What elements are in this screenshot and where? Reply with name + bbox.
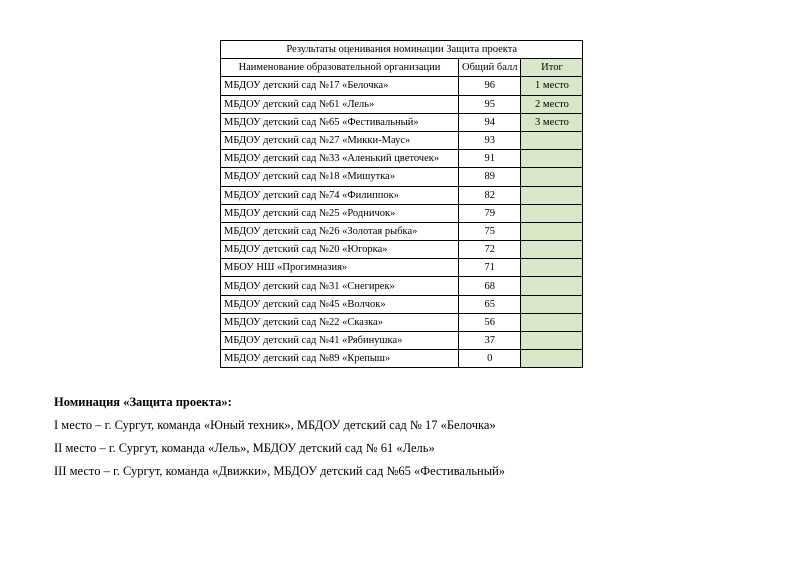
organization-name-cell: МБОУ НШ «Прогимназия» <box>221 259 459 277</box>
score-cell: 71 <box>459 259 521 277</box>
result-cell <box>521 168 583 186</box>
header-result: Итог <box>521 59 583 77</box>
summary-heading: Номинация «Защита проекта»: <box>54 395 232 409</box>
score-cell: 65 <box>459 295 521 313</box>
organization-name-cell: МБДОУ детский сад №74 «Филиппок» <box>221 186 459 204</box>
score-cell: 56 <box>459 313 521 331</box>
table-row <box>221 186 583 204</box>
table-row <box>221 95 583 113</box>
table-row <box>221 313 583 331</box>
organization-name-cell: МБДОУ детский сад №41 «Рябинушка» <box>221 332 459 350</box>
table-body <box>221 77 583 368</box>
summary-line-3: III место – г. Сургут, команда «Движки», МБДОУ детский сад №65 «Фестивальный» <box>54 464 506 478</box>
result-cell <box>521 350 583 368</box>
table-row <box>221 113 583 131</box>
result-cell <box>521 332 583 350</box>
table-row <box>221 277 583 295</box>
table-row <box>221 204 583 222</box>
organization-name-cell: МБДОУ детский сад №31 «Снегирек» <box>221 277 459 295</box>
table-row <box>221 350 583 368</box>
table-row <box>221 295 583 313</box>
organization-name-cell: МБДОУ детский сад №27 «Микки-Маус» <box>221 131 459 149</box>
result-cell: 3 место <box>521 113 583 131</box>
result-cell <box>521 313 583 331</box>
table-title-row <box>221 41 583 59</box>
score-cell: 82 <box>459 186 521 204</box>
organization-name-cell: МБДОУ детский сад №45 «Волчок» <box>221 295 459 313</box>
table-row <box>221 241 583 259</box>
score-cell: 89 <box>459 168 521 186</box>
score-cell: 37 <box>459 332 521 350</box>
score-cell: 0 <box>459 350 521 368</box>
organization-name-cell: МБДОУ детский сад №65 «Фестивальный» <box>221 113 459 131</box>
result-cell <box>521 241 583 259</box>
table-header-row <box>221 59 583 77</box>
score-cell: 95 <box>459 95 521 113</box>
result-cell: 2 место <box>521 95 583 113</box>
score-cell: 93 <box>459 131 521 149</box>
organization-name-cell: МБДОУ детский сад №61 «Лель» <box>221 95 459 113</box>
organization-name-cell: МБДОУ детский сад №25 «Родничок» <box>221 204 459 222</box>
summary-line-1: I место – г. Сургут, команда «Юный техник», МБДОУ детский сад № 17 «Белочка» <box>54 418 496 432</box>
summary-line-2: II место – г. Сургут, команда «Лель», МБДОУ детский сад № 61 «Лель» <box>54 441 435 455</box>
table-row <box>221 332 583 350</box>
table-row <box>221 168 583 186</box>
score-cell: 91 <box>459 150 521 168</box>
score-cell: 96 <box>459 77 521 95</box>
result-cell: 1 место <box>521 77 583 95</box>
table-row <box>221 131 583 149</box>
result-cell <box>521 277 583 295</box>
result-cell <box>521 295 583 313</box>
table-row <box>221 77 583 95</box>
table-row <box>221 222 583 240</box>
table-row <box>221 150 583 168</box>
organization-name-cell: МБДОУ детский сад №18 «Мишутка» <box>221 168 459 186</box>
header-organization: Наименование образовательной организации <box>221 59 459 77</box>
score-cell: 72 <box>459 241 521 259</box>
organization-name-cell: МБДОУ детский сад №17 «Белочка» <box>221 77 459 95</box>
organization-name-cell: МБДОУ детский сад №22 «Сказка» <box>221 313 459 331</box>
organization-name-cell: МБДОУ детский сад №26 «Золотая рыбка» <box>221 222 459 240</box>
score-cell: 75 <box>459 222 521 240</box>
result-cell <box>521 259 583 277</box>
score-cell: 79 <box>459 204 521 222</box>
organization-name-cell: МБДОУ детский сад №89 «Крепыш» <box>221 350 459 368</box>
organization-name-cell: МБДОУ детский сад №33 «Аленький цветочек» <box>221 150 459 168</box>
results-table <box>220 40 583 368</box>
result-cell <box>521 131 583 149</box>
score-cell: 94 <box>459 113 521 131</box>
header-score: Общий балл <box>459 59 521 77</box>
result-cell <box>521 150 583 168</box>
result-cell <box>521 222 583 240</box>
table-title: Результаты оценивания номинации Защита проекта <box>221 41 583 59</box>
result-cell <box>521 186 583 204</box>
organization-name-cell: МБДОУ детский сад №20 «Югорка» <box>221 241 459 259</box>
score-cell: 68 <box>459 277 521 295</box>
result-cell <box>521 204 583 222</box>
table-row <box>221 259 583 277</box>
summary-section <box>54 391 505 483</box>
